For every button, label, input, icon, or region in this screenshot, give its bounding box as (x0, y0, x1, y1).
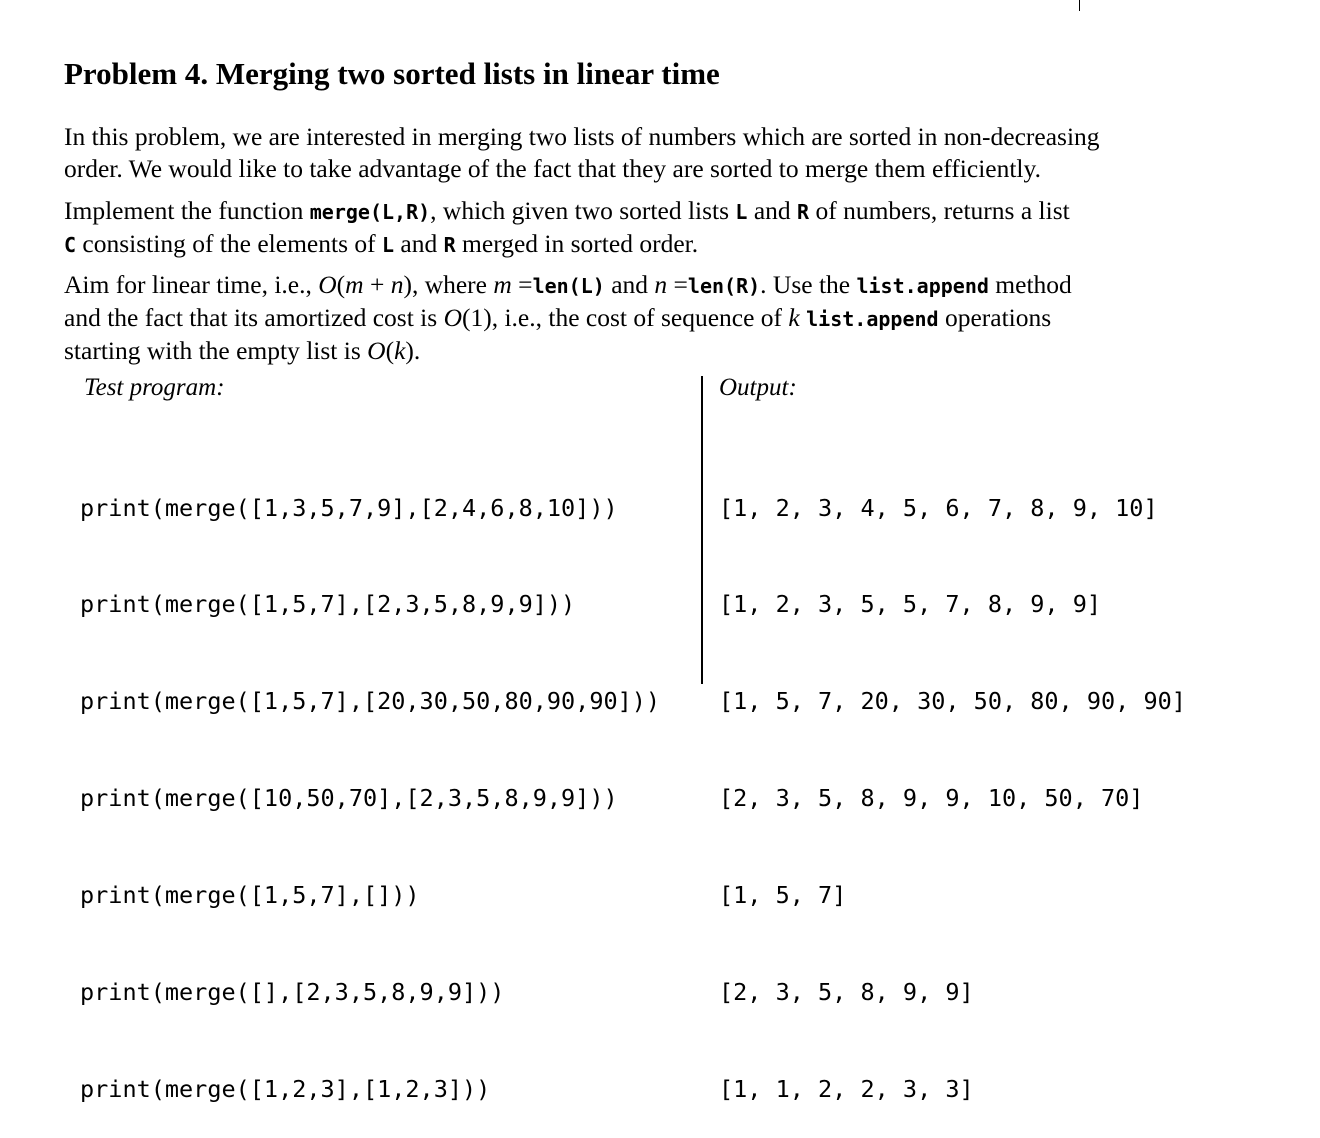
code-line: print(merge([1,5,7],[])) (80, 881, 420, 910)
text: merged in sorted order. (455, 229, 699, 258)
test-program-code (80, 427, 660, 1138)
implement-paragraph (64, 195, 1070, 261)
code-var-R: R (443, 233, 456, 257)
text: ( (336, 270, 346, 299)
text: ). (405, 336, 421, 365)
code-merge-signature: merge(L,R) (309, 200, 431, 224)
code-line: print(merge([10,50,70],[2,3,5,8,9,9])) (80, 784, 618, 813)
output-line: [1, 2, 3, 5, 5, 7, 8, 9, 9] (719, 590, 1102, 619)
code-var-C: C (64, 233, 77, 257)
problem-heading: Problem 4. Merging two sorted lists in linear time (64, 56, 720, 91)
intro-line-1: In this problem, we are interested in merging two lists of numbers which are sorted in non-decreasing (64, 122, 1100, 151)
text: of numbers, returns a list (809, 196, 1070, 225)
text: and the fact that its amortized cost is (64, 303, 444, 332)
output-line: [2, 3, 5, 8, 9, 9, 10, 50, 70] (719, 784, 1144, 813)
text: and (747, 196, 798, 225)
math-symbol: k (394, 336, 406, 365)
code-line: print(merge([1,3,5,7,9],[2,4,6,8,10])) (80, 493, 618, 522)
text: , where (411, 270, 494, 299)
test-program-label: Test program: (84, 374, 225, 401)
code-line: print(merge([],[2,3,5,8,9,9])) (80, 978, 505, 1007)
code-line: print(merge([1,5,7],[2,3,5,8,9,9])) (80, 590, 576, 619)
text: Implement the function (64, 196, 310, 225)
text: = (511, 270, 533, 299)
text: , which given two sorted lists (430, 196, 736, 225)
text: . Use the (760, 270, 857, 299)
aim-line-1 (64, 269, 1072, 302)
math-symbol: n (654, 270, 668, 299)
code-line: print(merge([1,2,3],[1,2,3])) (80, 1074, 491, 1103)
text: and (394, 229, 444, 258)
output-label: Output: (719, 374, 797, 401)
text: (1), i.e., the cost of sequence of (461, 303, 789, 332)
text: + (363, 270, 391, 299)
math-symbol: O (443, 303, 462, 332)
math-symbol: m (345, 270, 364, 299)
aim-line-3 (64, 335, 1072, 367)
output-line: [1, 2, 3, 4, 5, 6, 7, 8, 9, 10] (719, 493, 1158, 522)
aim-paragraph (64, 269, 1072, 367)
math-symbol: O (367, 336, 386, 365)
code-var-R: R (797, 200, 810, 224)
text: starting with the empty list is (64, 336, 368, 365)
math-symbol: n (390, 270, 404, 299)
aim-line-2 (64, 302, 1072, 335)
text: Aim for linear time, i.e., (64, 270, 319, 299)
math-symbol: m (493, 270, 512, 299)
output-line: [2, 3, 5, 8, 9, 9] (719, 978, 974, 1007)
output-line: [1, 5, 7, 20, 30, 50, 80, 90, 90] (719, 687, 1186, 716)
intro-line-2: order. We would like to take advantage of the fact that they are sorted to merge them efficiently. (64, 154, 1041, 183)
code-var-L: L (382, 233, 395, 257)
output-line: [1, 5, 7] (719, 881, 847, 910)
output-code (719, 427, 1186, 1138)
intro-paragraph (64, 121, 1100, 185)
output-line: [1, 1, 2, 2, 3, 3] (719, 1074, 974, 1103)
implement-line-1 (64, 195, 1070, 228)
column-divider (701, 376, 703, 684)
text: and (604, 270, 655, 299)
math-symbol: k (788, 303, 800, 332)
text: ) (403, 270, 412, 299)
implement-line-2 (64, 228, 1070, 261)
page-edge-mark (1079, 0, 1080, 11)
text: method (988, 270, 1072, 299)
code-len-R: len(R) (687, 274, 761, 298)
text: ( (385, 336, 395, 365)
text: operations (938, 303, 1052, 332)
text: = (667, 270, 688, 299)
code-var-L: L (735, 200, 748, 224)
code-line: print(merge([1,5,7],[20,30,50,80,90,90])) (80, 687, 661, 716)
code-list-append: list.append (856, 274, 989, 298)
code-list-append: list.append (806, 307, 939, 331)
math-symbol: O (318, 270, 337, 299)
code-len-L: len(L) (532, 274, 605, 298)
text: consisting of the elements of (76, 229, 382, 258)
